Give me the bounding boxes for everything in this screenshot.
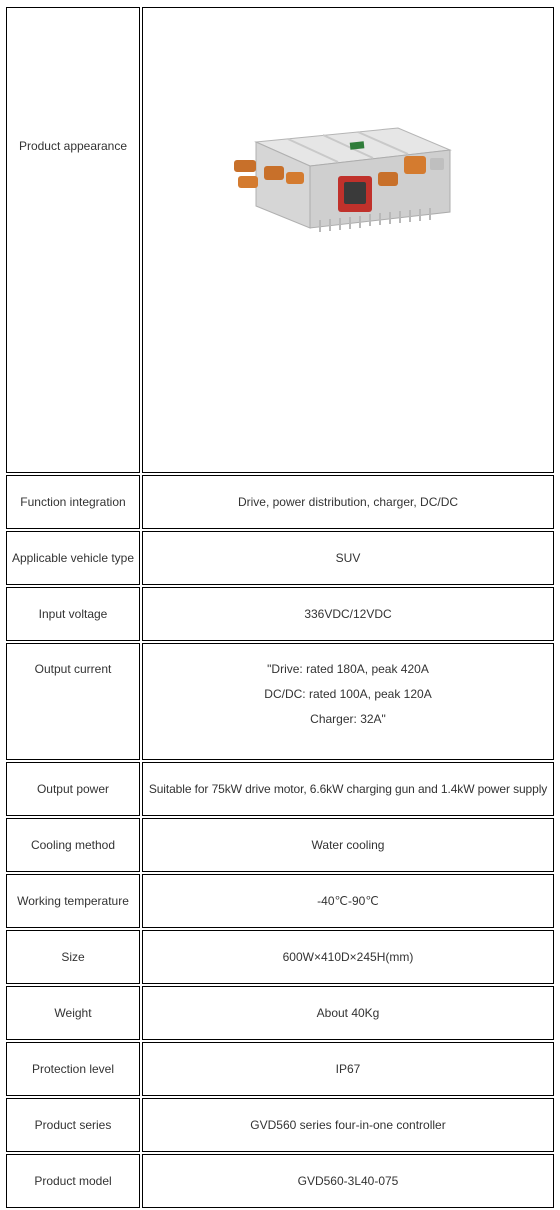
- spec-label: Working temperature: [6, 874, 140, 928]
- spec-label: Protection level: [6, 1042, 140, 1096]
- spec-value: GVD560-3L40-075: [142, 1154, 554, 1208]
- spec-row-working-temperature: [6, 874, 554, 928]
- spec-value: 600W×410D×245H(mm): [142, 930, 554, 984]
- spec-label: Applicable vehicle type: [6, 531, 140, 585]
- spec-row-appearance: [6, 7, 554, 473]
- spec-value: About 40Kg: [142, 986, 554, 1040]
- spec-value: IP67: [142, 1042, 554, 1096]
- spec-row-output-current: [6, 643, 554, 760]
- spec-label: Cooling method: [6, 818, 140, 872]
- controller-unit-image: [228, 120, 468, 240]
- spec-label: Size: [6, 930, 140, 984]
- spec-row-output-power: [6, 762, 554, 816]
- spec-row-protection-level: [6, 1042, 554, 1096]
- spec-value-line: "Drive: rated 180A, peak 420A: [267, 662, 429, 676]
- spec-value: Drive, power distribution, charger, DC/DC: [142, 475, 554, 529]
- spec-label: Weight: [6, 986, 140, 1040]
- spec-row-vehicle-type: [6, 531, 554, 585]
- spec-value: Suitable for 75kW drive motor, 6.6kW charging gun and 1.4kW power supply: [142, 762, 554, 816]
- spec-label: Product model: [6, 1154, 140, 1208]
- spec-row-size: [6, 930, 554, 984]
- spec-label: Product appearance: [6, 7, 140, 473]
- spec-row-function-integration: [6, 475, 554, 529]
- product-spec-table: [4, 5, 556, 1210]
- spec-value: GVD560 series four-in-one controller: [142, 1098, 554, 1152]
- spec-row-product-series: [6, 1098, 554, 1152]
- spec-value: Water cooling: [142, 818, 554, 872]
- spec-value-line: DC/DC: rated 100A, peak 120A: [264, 687, 432, 701]
- spec-label: Input voltage: [6, 587, 140, 641]
- spec-label: Function integration: [6, 475, 140, 529]
- spec-value-line: Charger: 32A": [310, 712, 386, 726]
- spec-row-cooling-method: [6, 818, 554, 872]
- spec-label: Output power: [6, 762, 140, 816]
- product-image-cell: [142, 7, 554, 473]
- spec-row-input-voltage: [6, 587, 554, 641]
- spec-label: Output current: [6, 643, 140, 760]
- spec-row-weight: [6, 986, 554, 1040]
- spec-row-product-model: [6, 1154, 554, 1208]
- spec-label: Product series: [6, 1098, 140, 1152]
- spec-value: [142, 643, 554, 760]
- spec-value: -40℃-90℃: [142, 874, 554, 928]
- spec-value: SUV: [142, 531, 554, 585]
- spec-value: 336VDC/12VDC: [142, 587, 554, 641]
